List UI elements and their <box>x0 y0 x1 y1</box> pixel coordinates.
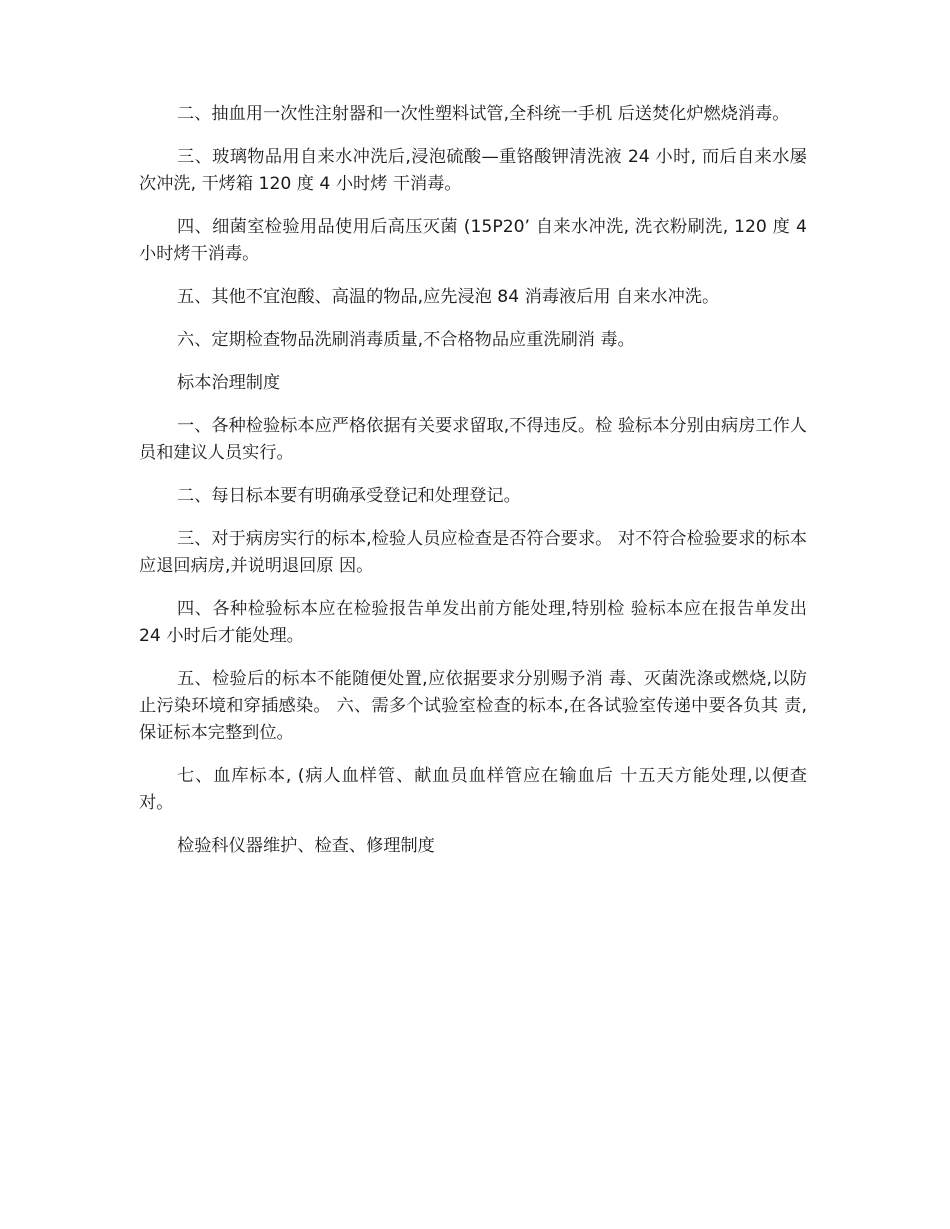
paragraph-disposal-syringes: 二、抽血用一次性注射器和一次性塑料试管,全科统一手机 后送焚化炉燃烧消毒。 <box>177 104 790 124</box>
section-heading-instrument-maintenance: 检验科仪器维护、检查、修理制度 <box>177 836 435 856</box>
paragraph-specimen-collection: 一、各种检验标本应严格依据有关要求留取,不得违反。检 验标本分别由病房工作人员和建议人员实行。 <box>139 416 807 463</box>
paragraph-ward-specimen-check: 三、对于病房实行的标本,检验人员应检查是否符合要求。 对不符合检验要求的标本应退回病房,并说明退回原 因。 <box>139 529 807 576</box>
paragraph-quality-check: 六、定期检查物品洗刷消毒质量,不合格物品应重洗刷消 毒。 <box>177 330 635 350</box>
paragraph-other-items: 五、其他不宜泡酸、高温的物品,应先浸泡 84 消毒液后用 自来水冲洗。 <box>177 287 720 307</box>
paragraph-specimen-disposal: 五、检验后的标本不能随便处置,应依据要求分别赐予消 毒、灭菌洗涤或燃烧,以防止污染环境和穿插感染。 六、需多个试验室检查的标本,在各试验室传递中要各负其 责,保证标本完整到位。 <box>139 669 807 743</box>
paragraph-specimen-retention: 四、各种检验标本应在检验报告单发出前方能处理,特别检 验标本应在报告单发出 24 小时后才能处理。 <box>139 599 807 646</box>
paragraph-daily-registration: 二、每日标本要有明确承受登记和处理登记。 <box>177 486 521 506</box>
document-body <box>139 101 807 876</box>
paragraph-bacteria-lab-sterilization: 四、细菌室检验用品使用后高压灭菌 (15P20’ 自来水冲洗, 洗衣粉刷洗, 120 度 4 小时烤干消毒。 <box>139 217 807 264</box>
paragraph-glassware-cleaning: 三、玻璃物品用自来水冲洗后,浸泡硫酸—重铬酸钾清洗液 24 小时, 而后自来水屡次冲洗, 干烤箱 120 度 4 小时烤 干消毒。 <box>139 147 807 194</box>
section-heading-specimen-management: 标本治理制度 <box>177 373 281 393</box>
paragraph-blood-bank-specimen: 七、血库标本, (病人血样管、献血员血样管应在输血后 十五天方能处理,以便查对。 <box>139 766 807 813</box>
